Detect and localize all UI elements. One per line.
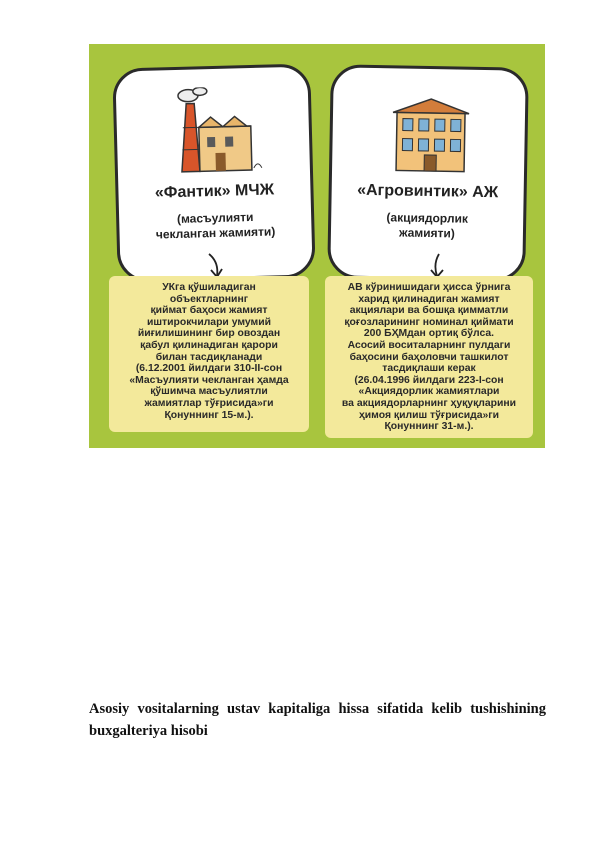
company-card-llc [112, 63, 316, 282]
company-name-llc: «Фантик» МЧЖ [154, 181, 275, 202]
infographic-figure [89, 44, 545, 448]
office-building-icon [382, 86, 480, 178]
company-name-jsc: «Агровинтик» АЖ [357, 181, 499, 202]
jsc-valuation-note: АВ кўринишидаги ҳисса ўрнига харид қилинадиган жамият акциялари ва бошқа қимматли қоғозларининг номинал қиймати 200 БҲМдан ортиқ бўлса. Асосий воситаларнинг пулдаги баҳосини баҳоловчи ташкилот тасдиқлаши керак (26.04.1996 йилдаги 223-I-сон «Акциядорлик жамиятлари ва акциядорларнинг ҳуқуқларини ҳимоя қилиш тўғрисида»ги Қонуннинг 31-м.). [325, 276, 533, 438]
factory-icon [166, 86, 264, 178]
section-heading: Asosiy vositalarning ustav kapitaliga hissa sifatida kelib tushishining buxgalteriya hisobi [89, 701, 546, 739]
llc-valuation-note: УКга қўшиладиган объектларнинг қиймат баҳоси жамият иштирокчилари умумий йиғилишининг бир овоздан қабул қилинадиган қарори билан тасдиқланади (6.12.2001 йилдаги 310-II-сон «Масъулияти чекланган ҳамда қўшимча масъулиятли жамиятлар тўғрисида»ги Қонуннинг 15-м.). [109, 276, 309, 432]
company-type-jsc: (акциядорлик жамияти) [386, 210, 469, 241]
company-type-llc: (масъулияти чекланган жамияти) [155, 209, 276, 242]
company-card-jsc [327, 64, 529, 281]
